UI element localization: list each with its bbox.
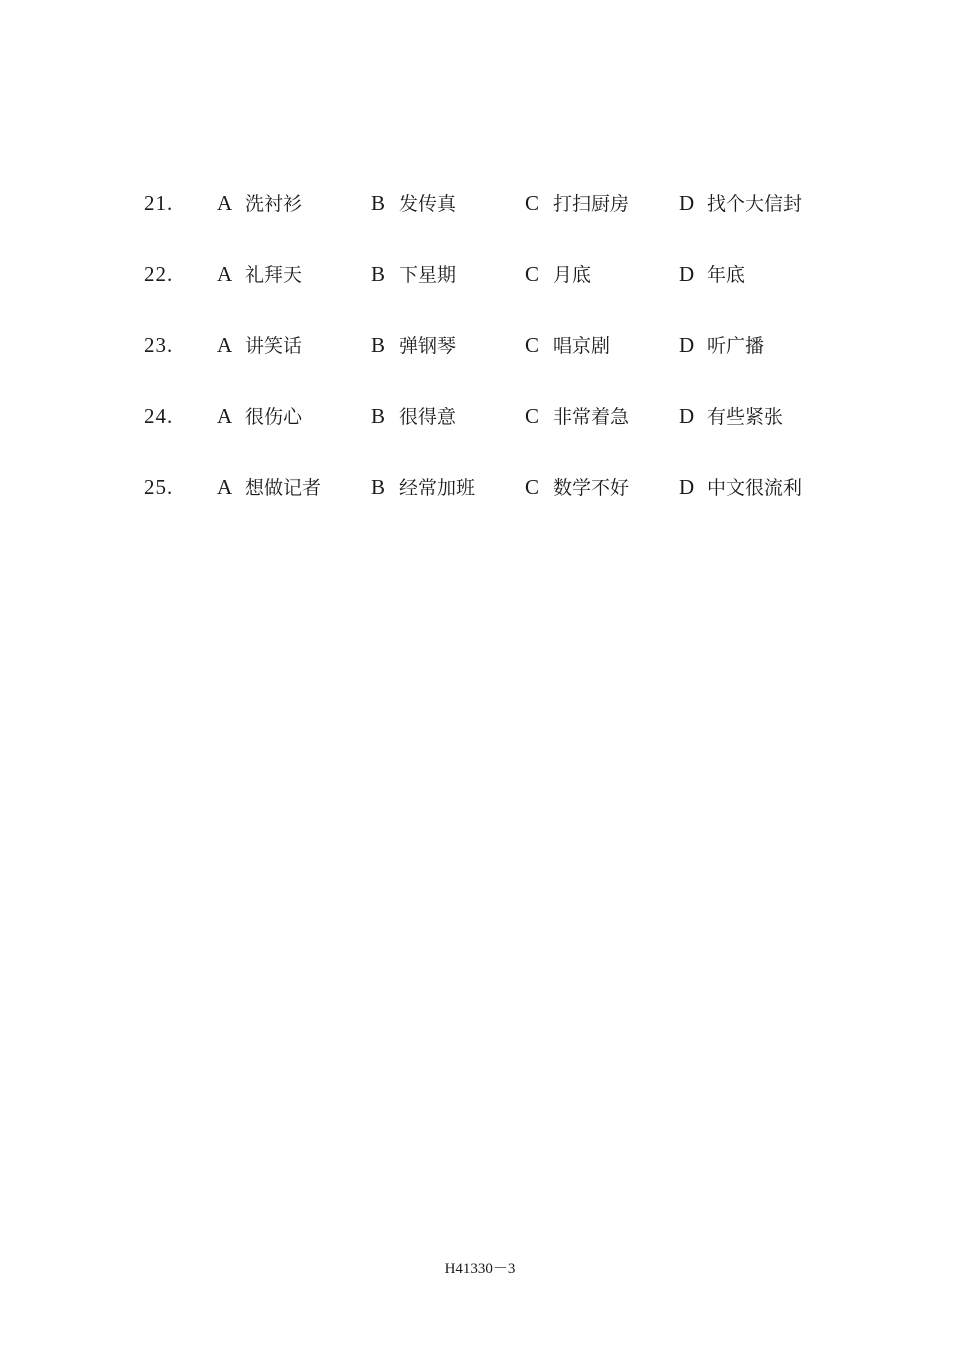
option-letter: A <box>217 191 233 215</box>
option-a <box>217 467 321 507</box>
option-letter: A <box>217 404 233 428</box>
option-c <box>525 325 610 365</box>
option-c <box>525 396 629 436</box>
option-text: 非常着急 <box>553 406 630 428</box>
option-text: 下星期 <box>399 264 457 286</box>
option-c <box>525 254 591 294</box>
option-letter: D <box>679 191 695 215</box>
option-a <box>217 325 302 365</box>
option-d <box>679 254 745 294</box>
page-code: H41330－3 <box>444 1261 516 1277</box>
option-text: 很得意 <box>399 406 457 428</box>
option-a <box>217 396 302 436</box>
option-letter: A <box>217 333 233 357</box>
option-b <box>371 325 456 365</box>
option-d <box>679 396 783 436</box>
option-b <box>371 183 456 223</box>
option-letter: B <box>371 191 386 215</box>
question-row <box>0 183 960 223</box>
question-row <box>0 254 960 294</box>
option-text: 很伤心 <box>245 406 303 428</box>
option-text: 讲笑话 <box>245 335 303 357</box>
option-text: 发传真 <box>399 193 457 215</box>
option-b <box>371 254 456 294</box>
option-d <box>679 325 764 365</box>
option-letter: C <box>525 262 540 286</box>
option-b <box>371 396 456 436</box>
option-letter: B <box>371 475 386 499</box>
option-a <box>217 183 302 223</box>
option-c <box>525 183 629 223</box>
option-letter: C <box>525 333 540 357</box>
option-letter: C <box>525 475 540 499</box>
option-letter: C <box>525 191 540 215</box>
option-text: 想做记者 <box>245 477 322 499</box>
option-text: 经常加班 <box>399 477 476 499</box>
option-c <box>525 467 629 507</box>
option-text: 找个大信封 <box>707 193 803 215</box>
question-row <box>0 396 960 436</box>
option-letter: D <box>679 404 695 428</box>
option-d <box>679 467 802 507</box>
option-letter: B <box>371 262 386 286</box>
option-letter: D <box>679 475 695 499</box>
question-number: 22. <box>144 262 174 286</box>
question-number: 24. <box>144 404 174 428</box>
option-text: 唱京剧 <box>553 335 611 357</box>
option-letter: A <box>217 262 233 286</box>
option-text: 中文很流利 <box>707 477 803 499</box>
question-number: 21. <box>144 191 174 215</box>
option-text: 有些紧张 <box>707 406 784 428</box>
option-letter: B <box>371 404 386 428</box>
option-text: 年底 <box>707 264 746 286</box>
option-b <box>371 467 475 507</box>
question-number: 23. <box>144 333 174 357</box>
option-a <box>217 254 302 294</box>
option-text: 打扫厨房 <box>553 193 630 215</box>
option-letter: D <box>679 333 695 357</box>
question-row <box>0 325 960 365</box>
question-row <box>0 467 960 507</box>
option-text: 数学不好 <box>553 477 630 499</box>
option-d <box>679 183 802 223</box>
option-text: 洗衬衫 <box>245 193 303 215</box>
option-letter: B <box>371 333 386 357</box>
page-footer <box>0 1258 960 1280</box>
option-text: 听广播 <box>707 335 765 357</box>
question-number: 25. <box>144 475 174 499</box>
option-letter: A <box>217 475 233 499</box>
option-text: 弹钢琴 <box>399 335 457 357</box>
option-letter: D <box>679 262 695 286</box>
option-letter: C <box>525 404 540 428</box>
option-text: 月底 <box>553 264 592 286</box>
option-text: 礼拜天 <box>245 264 303 286</box>
